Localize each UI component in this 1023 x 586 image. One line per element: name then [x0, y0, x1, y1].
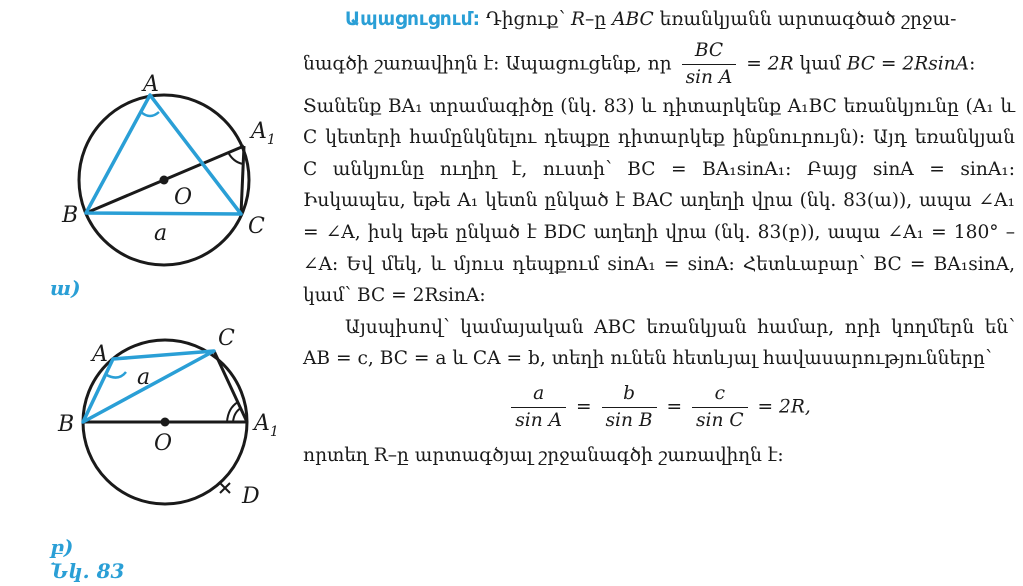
label-a1-a: $A_1$	[251, 119, 276, 148]
label-a1-b: $A_1$	[254, 411, 279, 440]
p2-b: = 2R	[746, 53, 794, 75]
frac-b-num: b	[602, 381, 657, 408]
point-d-mark	[220, 483, 230, 493]
frac1-num: BC	[682, 38, 737, 65]
figure-label: Նկ. 83	[50, 559, 125, 583]
p1-e: եռանկյանն արտագծած շրջա-	[653, 9, 957, 30]
caption-a: ա)	[50, 276, 81, 300]
angle-mark-a	[141, 112, 159, 116]
label-side-a-a: a	[154, 221, 168, 246]
figures	[0, 0, 300, 586]
eq-1: =	[575, 396, 592, 418]
label-d-b: D	[242, 484, 260, 509]
label-side-a-b: a	[137, 365, 151, 390]
p2-e: :	[969, 53, 976, 75]
p2-c: կամ	[793, 53, 847, 75]
paragraph-5: որտեղ R–ը արտագծյալ շրջանագծի շառավիղն է:	[303, 444, 784, 466]
p1-c: –ը	[585, 9, 613, 30]
fraction-bc-sina	[682, 38, 737, 91]
frac-c-den: sin C	[695, 409, 744, 431]
paragraph-1	[303, 4, 1015, 36]
figure-b	[49, 326, 279, 583]
frac-a-num: a	[511, 381, 566, 408]
label-b-b: B	[58, 412, 75, 437]
angle-mark-a1	[228, 152, 243, 164]
label-b-a: B	[62, 203, 79, 228]
center-o-b	[161, 418, 170, 427]
figure-a	[50, 72, 276, 300]
label-c-b: C	[218, 326, 235, 351]
center-o-a	[160, 176, 169, 185]
p2-d: BC = 2RsinA	[846, 53, 970, 75]
frac-b-den: sin B	[605, 409, 653, 431]
frac-a-den: sin A	[515, 409, 563, 431]
label-c-a: C	[248, 214, 265, 239]
label-o-b: O	[154, 431, 173, 456]
p1-a: Դիցուք՝	[480, 9, 572, 30]
paragraph-3: Տանենք BA₁ տրամագիծը (նկ. 83) և դիտարկենք A₁BC եռանկյունը (A₁ և C կետերի համընկնելու դեպքը դիտարկեք ինքնուրույն): Այդ եռանկյան C անկյունը ուղիղ է, ուստի՝ BC = BA₁sinA₁: Բայց sinA = sinA₁: Իսկապես, եթե A₁ կետն ընկած է BAC աղեղի վրա (նկ. 83(ա)), ապա ∠A₁ = ∠A, իսկ եթե ընկած է BDC աղեղի վրա (նկ. 83(բ)), ապա ∠A₁ = 180° – ∠A: Եվ մեկ, և մյուս դեպքում sinA₁ = sinA: Հետևաբար՝ BC = BA₁sinA, կամ՝ BC = 2RsinA:	[303, 95, 1015, 307]
chord-a1c-a	[241, 146, 244, 214]
paragraph-4: Այսպիսով՝ կամայական ABC եռանկյան համար, որի կողմերն են՝ AB = c, BC = a և CA = b, տեղի ունեն հետևյալ հավասարությունները՝	[303, 316, 1015, 370]
label-a-b: A	[92, 342, 108, 367]
paragraph-2	[303, 38, 1015, 91]
caption-b: բ)	[50, 535, 74, 559]
p1-d: ABC	[612, 9, 654, 30]
proof-title: Ապացուցում:	[345, 9, 481, 30]
p2-a: նագծի շառավիղն է: Ապացուցենք, որ	[303, 53, 672, 75]
frac-c-num: c	[692, 381, 748, 408]
angle-mark-a1-b-inner	[233, 408, 241, 422]
label-a-a: A	[143, 72, 159, 97]
eq-2: =	[666, 396, 683, 418]
proof-text	[303, 4, 1015, 472]
eq-tail: = 2R,	[757, 396, 811, 418]
law-of-sines	[303, 381, 1015, 434]
frac1-den: sin A	[685, 66, 733, 88]
label-o-a: O	[174, 185, 193, 210]
p1-b: R	[571, 9, 586, 30]
